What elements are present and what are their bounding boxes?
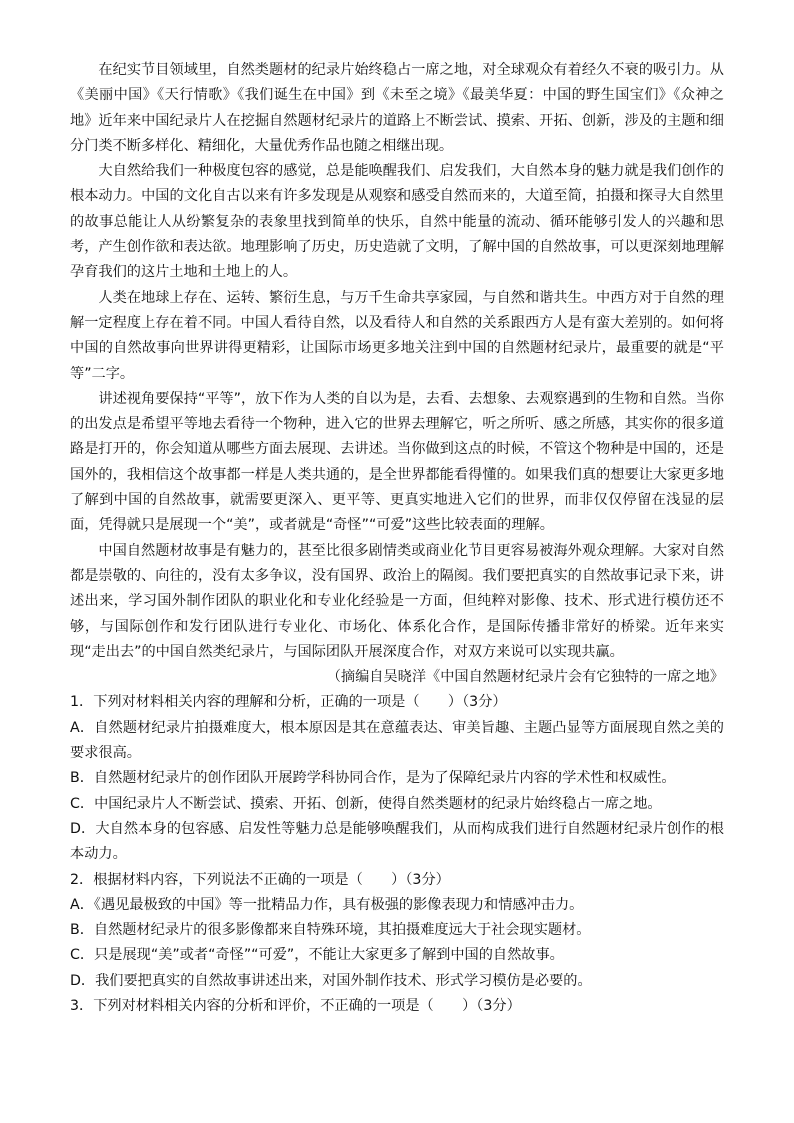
article-source: （摘编自吴晓洋《中国自然题材纪录片会有它独特的一席之地》 bbox=[326, 669, 724, 686]
article-paragraph-2: 大自然给我们一种极度包容的感觉，总是能唤醒我们、启发我们，大自然本身的魅力就是我们创作的根本动力。中国的文化自古以来有许多发现是从观察和感受自然而来的，大道至简，拍摄和探寻大自然里的故事总能让人从纷繁复杂的表象里找到简单的快乐，自然中能量的流动、循环能够引发人的兴趣和思考，产生创作欲和表达欲。地理影响了历史，历史造就了文明，了解中国的自然故事，可以更深刻地理解孕育我们的这片土地和土地上的人。 bbox=[70, 163, 724, 281]
question-1-option-c: C．中国纪录片人不断尝试、摸索、开拓、创新，使得自然类题材的纪录片始终稳占一席之地。 bbox=[70, 795, 662, 812]
question-3 bbox=[70, 994, 724, 1019]
document-page bbox=[70, 58, 724, 1019]
question-stem: 3．下列对材料相关内容的分析和评价，不正确的一项是（ ）（3分） bbox=[70, 997, 521, 1014]
article-paragraph-1: 在纪实节目领域里，自然类题材的纪录片始终稳占一席之地，对全球观众有着经久不衰的吸引力。从《美丽中国》《天行情歌》《我们诞生在中国》到《未至之境》《最美华夏：中国的野生国宝们》《众神之地》近年来中国纪录片人在挖掘自然题材纪录片的道路上不断尝试、摸索、开拓、创新，涉及的主题和细分门类不断多样化、精细化，大量优秀作品也随之相继出现。 bbox=[70, 62, 724, 154]
article-paragraph-4: 讲述视角要保持“平等”，放下作为人类的自以为是，去看、去想象、去观察遇到的生物和自然。当你的出发点是希望平等地去看待一个物种，进入它的世界去理解它，听之所听、感之所感，其实你的很多道路是打开的，你会知道从哪些方面去展现、去讲述。当你做到这点的时候，不管这个物种是中国的，还是国外的，我相信这个故事都一样是人类共通的，是全世界都能看得懂的。如果我们真的想要让大家更多地了解到中国的自然故事，就需要更深入、更平等、更真实地进入它们的世界，而非仅仅停留在浅显的层面，凭得就只是展现一个“美”，或者就是“奇怪”“可爱”这些比较表面的理解。 bbox=[70, 390, 724, 534]
question-1 bbox=[70, 690, 724, 867]
article-paragraph-5: 中国自然题材故事是有魅力的，甚至比很多剧情类或商业化节目更容易被海外观众理解。大家对自然都是崇敬的、向往的，没有太多争议，没有国界、政治上的隔阂。我们要把真实的自然故事记录下来，讲述出来，学习国外制作团队的职业化和专业化经验是一方面，但纯粹对影像、技术、形式进行模仿还不够，与国际创作和发行团队进行专业化、市场化、体系化合作，是国际传播非常好的桥梁。近年来实现“走出去”的中国自然类纪录片，与国际团队开展深度合作，对双方来说可以实现共赢。 bbox=[70, 542, 724, 660]
question-1-option-d: D．大自然本身的包容感、启发性等魅力总是能够唤醒我们，从而构成我们进行自然题材纪录片创作的根本动力。 bbox=[70, 820, 724, 863]
question-2-option-d: D．我们要把真实的自然故事讲述出来，对国外制作技术、形式学习模仿是必要的。 bbox=[70, 972, 592, 989]
question-2-option-a: A．《遇见最极致的中国》等一批精品力作，具有极强的影像表现力和情感冲击力。 bbox=[70, 896, 584, 913]
question-1-option-b: B．自然题材纪录片的创作团队开展跨学科协同合作，是为了保障纪录片内容的学术性和权威性。 bbox=[70, 770, 676, 787]
question-stem: 1．下列对材料相关内容的理解和分析，正确的一项是（ ）（3分） bbox=[70, 694, 507, 711]
question-1-option-a: A．自然题材纪录片拍摄难度大，根本原因是其在意蕴表达、审美旨趣、主题凸显等方面展现自然之美的要求很高。 bbox=[70, 719, 724, 762]
question-2-option-c: C．只是展现“美”或者“奇怪”“可爱”，不能让大家更多了解到中国的自然故事。 bbox=[70, 947, 564, 964]
article-paragraph-3: 人类在地球上存在、运转、繁衍生息，与万千生命共享家园，与自然和谐共生。中西方对于自然的理解一定程度上存在着不同。中国人看待自然，以及看待人和自然的关系跟西方人是有蛮大差别的。如何将中国的自然故事向世界讲得更精彩，让国际市场更多地关注到中国的自然题材纪录片，最重要的就是“平等”二字。 bbox=[70, 289, 724, 382]
question-2-option-b: B．自然题材纪录片的很多影像都来自特殊环境，其拍摄难度远大于社会现实题材。 bbox=[70, 922, 591, 939]
question-stem: 2．根据材料内容，下列说法不正确的一项是（ ）（3分） bbox=[70, 871, 450, 888]
question-2 bbox=[70, 868, 724, 994]
